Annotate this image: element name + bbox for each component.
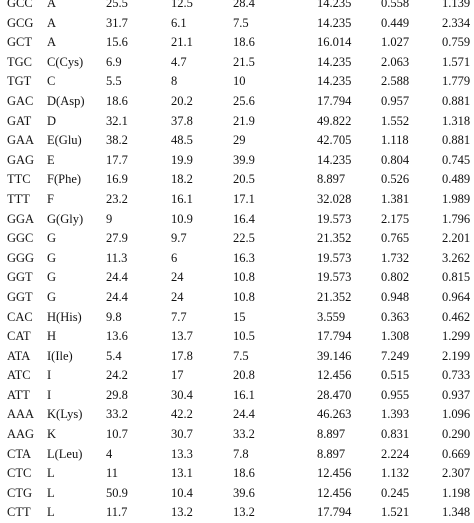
value-cell: 32.1 bbox=[106, 113, 128, 128]
ratio-cell: 1.027 bbox=[381, 35, 410, 50]
value-cell: 31.7 bbox=[106, 15, 128, 30]
value-cell: 25.5 bbox=[106, 0, 128, 10]
ratio-cell: 0.964 bbox=[442, 289, 471, 304]
table-row bbox=[0, 425, 474, 445]
table-row bbox=[0, 268, 474, 288]
value-cell: 10.5 bbox=[233, 329, 255, 344]
value-cell: 19.9 bbox=[171, 152, 193, 167]
value-cell: 42.705 bbox=[317, 133, 352, 148]
value-cell: 38.2 bbox=[106, 133, 128, 148]
value-cell: 6 bbox=[171, 250, 178, 265]
value-cell: 28.470 bbox=[317, 387, 352, 402]
table-row bbox=[0, 0, 474, 14]
table-row bbox=[0, 327, 474, 347]
value-cell: 16.1 bbox=[233, 387, 255, 402]
value-cell: 21.352 bbox=[317, 231, 352, 246]
amino-acid-cell: D(Asp) bbox=[47, 93, 85, 108]
table-row bbox=[0, 210, 474, 230]
ratio-cell: 1.348 bbox=[442, 505, 471, 520]
value-cell: 8.897 bbox=[317, 172, 346, 187]
value-cell: 37.8 bbox=[171, 113, 193, 128]
value-cell: 17.7 bbox=[106, 152, 128, 167]
amino-acid-cell: K(Lys) bbox=[47, 407, 83, 422]
ratio-cell: 1.118 bbox=[381, 133, 409, 148]
value-cell: 15 bbox=[233, 309, 246, 324]
codon-cell: AAA bbox=[7, 407, 35, 422]
ratio-cell: 0.245 bbox=[381, 485, 410, 500]
value-cell: 10.4 bbox=[171, 485, 193, 500]
ratio-cell: 1.198 bbox=[442, 485, 471, 500]
amino-acid-cell: E(Glu) bbox=[47, 133, 82, 148]
codon-cell: GAA bbox=[7, 133, 35, 148]
value-cell: 13.2 bbox=[233, 505, 255, 520]
ratio-cell: 0.526 bbox=[381, 172, 410, 187]
ratio-cell: 1.139 bbox=[442, 0, 471, 10]
value-cell: 20.2 bbox=[171, 93, 193, 108]
ratio-cell: 2.334 bbox=[442, 15, 471, 30]
amino-acid-cell: C(Cys) bbox=[47, 54, 84, 69]
table-row bbox=[0, 484, 474, 504]
value-cell: 10.9 bbox=[171, 211, 193, 226]
codon-cell: GCC bbox=[7, 0, 33, 10]
amino-acid-cell: F(Phe) bbox=[47, 172, 82, 187]
value-cell: 4.7 bbox=[171, 54, 187, 69]
table-row bbox=[0, 288, 474, 308]
table-row bbox=[0, 503, 474, 523]
ratio-cell: 1.779 bbox=[442, 74, 471, 89]
ratio-cell: 2.199 bbox=[442, 348, 471, 363]
value-cell: 18.6 bbox=[106, 93, 128, 108]
amino-acid-cell: G bbox=[47, 270, 57, 285]
value-cell: 14.235 bbox=[317, 152, 352, 167]
amino-acid-cell: C bbox=[47, 74, 56, 89]
value-cell: 12.456 bbox=[317, 368, 352, 383]
value-cell: 29 bbox=[233, 133, 246, 148]
value-cell: 7.7 bbox=[171, 309, 187, 324]
value-cell: 21.9 bbox=[233, 113, 255, 128]
table-row bbox=[0, 131, 474, 151]
ratio-cell: 2.063 bbox=[381, 54, 410, 69]
value-cell: 18.2 bbox=[171, 172, 193, 187]
ratio-cell: 0.957 bbox=[381, 93, 410, 108]
value-cell: 11.3 bbox=[106, 250, 128, 265]
value-cell: 24 bbox=[171, 270, 184, 285]
amino-acid-cell: I bbox=[47, 387, 52, 402]
codon-cell: ATT bbox=[7, 387, 30, 402]
codon-cell: GGT bbox=[7, 270, 33, 285]
value-cell: 16.3 bbox=[233, 250, 255, 265]
amino-acid-cell: L(Leu) bbox=[47, 446, 83, 461]
amino-acid-cell: G(Gly) bbox=[47, 211, 84, 226]
value-cell: 3.559 bbox=[317, 309, 346, 324]
amino-acid-cell: L bbox=[47, 505, 55, 520]
ratio-cell: 3.262 bbox=[442, 250, 471, 265]
amino-acid-cell: H(His) bbox=[47, 309, 82, 324]
value-cell: 17.794 bbox=[317, 93, 352, 108]
codon-cell: CTA bbox=[7, 446, 31, 461]
value-cell: 12.5 bbox=[171, 0, 193, 10]
codon-cell: CAC bbox=[7, 309, 33, 324]
value-cell: 13.7 bbox=[171, 329, 193, 344]
value-cell: 12.456 bbox=[317, 485, 352, 500]
ratio-cell: 0.765 bbox=[381, 231, 410, 246]
ratio-cell: 0.937 bbox=[442, 387, 471, 402]
value-cell: 13.3 bbox=[171, 446, 193, 461]
amino-acid-cell: E bbox=[47, 152, 55, 167]
value-cell: 7.5 bbox=[233, 348, 249, 363]
value-cell: 20.5 bbox=[233, 172, 255, 187]
value-cell: 21.352 bbox=[317, 289, 352, 304]
table-row bbox=[0, 366, 474, 386]
ratio-cell: 1.732 bbox=[381, 250, 410, 265]
ratio-cell: 0.881 bbox=[442, 133, 471, 148]
codon-cell: GCT bbox=[7, 35, 32, 50]
amino-acid-cell: A bbox=[47, 35, 57, 50]
value-cell: 8.897 bbox=[317, 427, 346, 442]
amino-acid-cell: H bbox=[47, 329, 57, 344]
amino-acid-cell: D bbox=[47, 113, 57, 128]
codon-cell: GCG bbox=[7, 15, 34, 30]
value-cell: 4 bbox=[106, 446, 113, 461]
value-cell: 16.1 bbox=[171, 191, 193, 206]
value-cell: 17.794 bbox=[317, 329, 352, 344]
value-cell: 9.8 bbox=[106, 309, 122, 324]
ratio-cell: 0.515 bbox=[381, 368, 410, 383]
value-cell: 14.235 bbox=[317, 0, 352, 10]
ratio-cell: 0.815 bbox=[442, 270, 471, 285]
ratio-cell: 0.489 bbox=[442, 172, 471, 187]
table-row bbox=[0, 249, 474, 269]
value-cell: 24 bbox=[171, 289, 184, 304]
value-cell: 50.9 bbox=[106, 485, 128, 500]
value-cell: 12.456 bbox=[317, 466, 352, 481]
value-cell: 18.6 bbox=[233, 35, 255, 50]
amino-acid-cell: I bbox=[47, 368, 52, 383]
ratio-cell: 0.948 bbox=[381, 289, 410, 304]
table-row bbox=[0, 112, 474, 132]
value-cell: 20.8 bbox=[233, 368, 255, 383]
amino-acid-cell: L bbox=[47, 466, 55, 481]
table-row bbox=[0, 347, 474, 367]
value-cell: 24.4 bbox=[106, 270, 128, 285]
ratio-cell: 1.571 bbox=[442, 54, 471, 69]
ratio-cell: 0.881 bbox=[442, 93, 471, 108]
value-cell: 10 bbox=[233, 74, 246, 89]
value-cell: 19.573 bbox=[317, 211, 352, 226]
codon-cell: ATC bbox=[7, 368, 31, 383]
ratio-cell: 0.802 bbox=[381, 270, 410, 285]
ratio-cell: 0.804 bbox=[381, 152, 410, 167]
value-cell: 10.8 bbox=[233, 270, 255, 285]
value-cell: 16.4 bbox=[233, 211, 255, 226]
ratio-cell: 1.521 bbox=[381, 505, 410, 520]
value-cell: 46.263 bbox=[317, 407, 352, 422]
value-cell: 7.8 bbox=[233, 446, 249, 461]
value-cell: 10.7 bbox=[106, 427, 128, 442]
amino-acid-cell: A bbox=[47, 0, 57, 10]
value-cell: 11 bbox=[106, 466, 119, 481]
table-row bbox=[0, 386, 474, 406]
value-cell: 42.2 bbox=[171, 407, 193, 422]
table-row bbox=[0, 229, 474, 249]
amino-acid-cell: F bbox=[47, 191, 54, 206]
amino-acid-cell: K bbox=[47, 427, 57, 442]
ratio-cell: 2.588 bbox=[381, 74, 410, 89]
value-cell: 25.6 bbox=[233, 93, 255, 108]
value-cell: 17 bbox=[171, 368, 184, 383]
value-cell: 9 bbox=[106, 211, 113, 226]
codon-cell: TTT bbox=[7, 191, 30, 206]
ratio-cell: 1.796 bbox=[442, 211, 471, 226]
table-row bbox=[0, 405, 474, 425]
value-cell: 33.2 bbox=[233, 427, 255, 442]
codon-cell: CTT bbox=[7, 505, 31, 520]
codon-cell: GGT bbox=[7, 289, 33, 304]
value-cell: 39.146 bbox=[317, 348, 352, 363]
ratio-cell: 2.224 bbox=[381, 446, 410, 461]
value-cell: 7.5 bbox=[233, 15, 249, 30]
ratio-cell: 0.745 bbox=[442, 152, 471, 167]
ratio-cell: 0.733 bbox=[442, 368, 471, 383]
value-cell: 49.822 bbox=[317, 113, 352, 128]
value-cell: 13.1 bbox=[171, 466, 193, 481]
table-row bbox=[0, 445, 474, 465]
value-cell: 21.1 bbox=[171, 35, 193, 50]
ratio-cell: 2.307 bbox=[442, 466, 471, 481]
value-cell: 5.5 bbox=[106, 74, 122, 89]
amino-acid-cell: G bbox=[47, 289, 57, 304]
value-cell: 6.9 bbox=[106, 54, 122, 69]
value-cell: 29.8 bbox=[106, 387, 128, 402]
codon-cell: GAT bbox=[7, 113, 32, 128]
value-cell: 24.2 bbox=[106, 368, 128, 383]
ratio-cell: 0.558 bbox=[381, 0, 410, 10]
codon-cell: CTC bbox=[7, 466, 32, 481]
value-cell: 14.235 bbox=[317, 54, 352, 69]
amino-acid-cell: G bbox=[47, 231, 57, 246]
value-cell: 21.5 bbox=[233, 54, 255, 69]
value-cell: 15.6 bbox=[106, 35, 128, 50]
ratio-cell: 0.290 bbox=[442, 427, 471, 442]
codon-cell: GGG bbox=[7, 250, 35, 265]
ratio-cell: 1.308 bbox=[381, 329, 410, 344]
amino-acid-cell: A bbox=[47, 15, 57, 30]
value-cell: 6.1 bbox=[171, 15, 187, 30]
ratio-cell: 0.955 bbox=[381, 387, 410, 402]
value-cell: 23.2 bbox=[106, 191, 128, 206]
table-row bbox=[0, 464, 474, 484]
value-cell: 39.6 bbox=[233, 485, 255, 500]
value-cell: 28.4 bbox=[233, 0, 255, 10]
ratio-cell: 0.462 bbox=[442, 309, 471, 324]
ratio-cell: 2.201 bbox=[442, 231, 471, 246]
ratio-cell: 1.096 bbox=[442, 407, 471, 422]
value-cell: 32.028 bbox=[317, 191, 352, 206]
codon-cell: GAG bbox=[7, 152, 35, 167]
table-row bbox=[0, 151, 474, 171]
value-cell: 16.9 bbox=[106, 172, 128, 187]
codon-cell: GAC bbox=[7, 93, 34, 108]
ratio-cell: 7.249 bbox=[381, 348, 410, 363]
value-cell: 17.8 bbox=[171, 348, 193, 363]
table-row bbox=[0, 170, 474, 190]
value-cell: 10.8 bbox=[233, 289, 255, 304]
codon-cell: GGC bbox=[7, 231, 34, 246]
ratio-cell: 0.449 bbox=[381, 15, 410, 30]
value-cell: 13.6 bbox=[106, 329, 128, 344]
value-cell: 5.4 bbox=[106, 348, 122, 363]
value-cell: 24.4 bbox=[233, 407, 255, 422]
value-cell: 27.9 bbox=[106, 231, 128, 246]
value-cell: 13.2 bbox=[171, 505, 193, 520]
ratio-cell: 1.299 bbox=[442, 329, 471, 344]
table-row bbox=[0, 92, 474, 112]
table-row bbox=[0, 308, 474, 328]
codon-cell: ATA bbox=[7, 348, 31, 363]
ratio-cell: 0.669 bbox=[442, 446, 471, 461]
value-cell: 8 bbox=[171, 74, 178, 89]
codon-cell: CAT bbox=[7, 329, 31, 344]
amino-acid-cell: G bbox=[47, 250, 57, 265]
value-cell: 30.4 bbox=[171, 387, 193, 402]
table-row bbox=[0, 190, 474, 210]
codon-cell: GGA bbox=[7, 211, 35, 226]
codon-cell: TGC bbox=[7, 54, 32, 69]
table-row bbox=[0, 14, 474, 34]
value-cell: 8.897 bbox=[317, 446, 346, 461]
ratio-cell: 0.759 bbox=[442, 35, 471, 50]
ratio-cell: 2.175 bbox=[381, 211, 410, 226]
value-cell: 39.9 bbox=[233, 152, 255, 167]
value-cell: 19.573 bbox=[317, 270, 352, 285]
codon-cell: AAG bbox=[7, 427, 35, 442]
value-cell: 17.1 bbox=[233, 191, 255, 206]
value-cell: 33.2 bbox=[106, 407, 128, 422]
codon-cell: TGT bbox=[7, 74, 32, 89]
ratio-cell: 1.552 bbox=[381, 113, 410, 128]
value-cell: 11.7 bbox=[106, 505, 128, 520]
value-cell: 24.4 bbox=[106, 289, 128, 304]
value-cell: 30.7 bbox=[171, 427, 193, 442]
table-row bbox=[0, 33, 474, 53]
table-row bbox=[0, 72, 474, 92]
value-cell: 16.014 bbox=[317, 35, 352, 50]
ratio-cell: 1.381 bbox=[381, 191, 410, 206]
ratio-cell: 1.989 bbox=[442, 191, 471, 206]
codon-cell: CTG bbox=[7, 485, 32, 500]
codon-cell: TTC bbox=[7, 172, 31, 187]
value-cell: 18.6 bbox=[233, 466, 255, 481]
value-cell: 48.5 bbox=[171, 133, 193, 148]
value-cell: 17.794 bbox=[317, 505, 352, 520]
value-cell: 22.5 bbox=[233, 231, 255, 246]
value-cell: 14.235 bbox=[317, 15, 352, 30]
ratio-cell: 0.363 bbox=[381, 309, 410, 324]
value-cell: 14.235 bbox=[317, 74, 352, 89]
ratio-cell: 1.318 bbox=[442, 113, 471, 128]
amino-acid-cell: L bbox=[47, 485, 55, 500]
ratio-cell: 1.393 bbox=[381, 407, 410, 422]
amino-acid-cell: I(Ile) bbox=[47, 348, 73, 363]
value-cell: 9.7 bbox=[171, 231, 187, 246]
ratio-cell: 0.831 bbox=[381, 427, 410, 442]
table-row bbox=[0, 53, 474, 73]
ratio-cell: 1.132 bbox=[381, 466, 410, 481]
value-cell: 19.573 bbox=[317, 250, 352, 265]
